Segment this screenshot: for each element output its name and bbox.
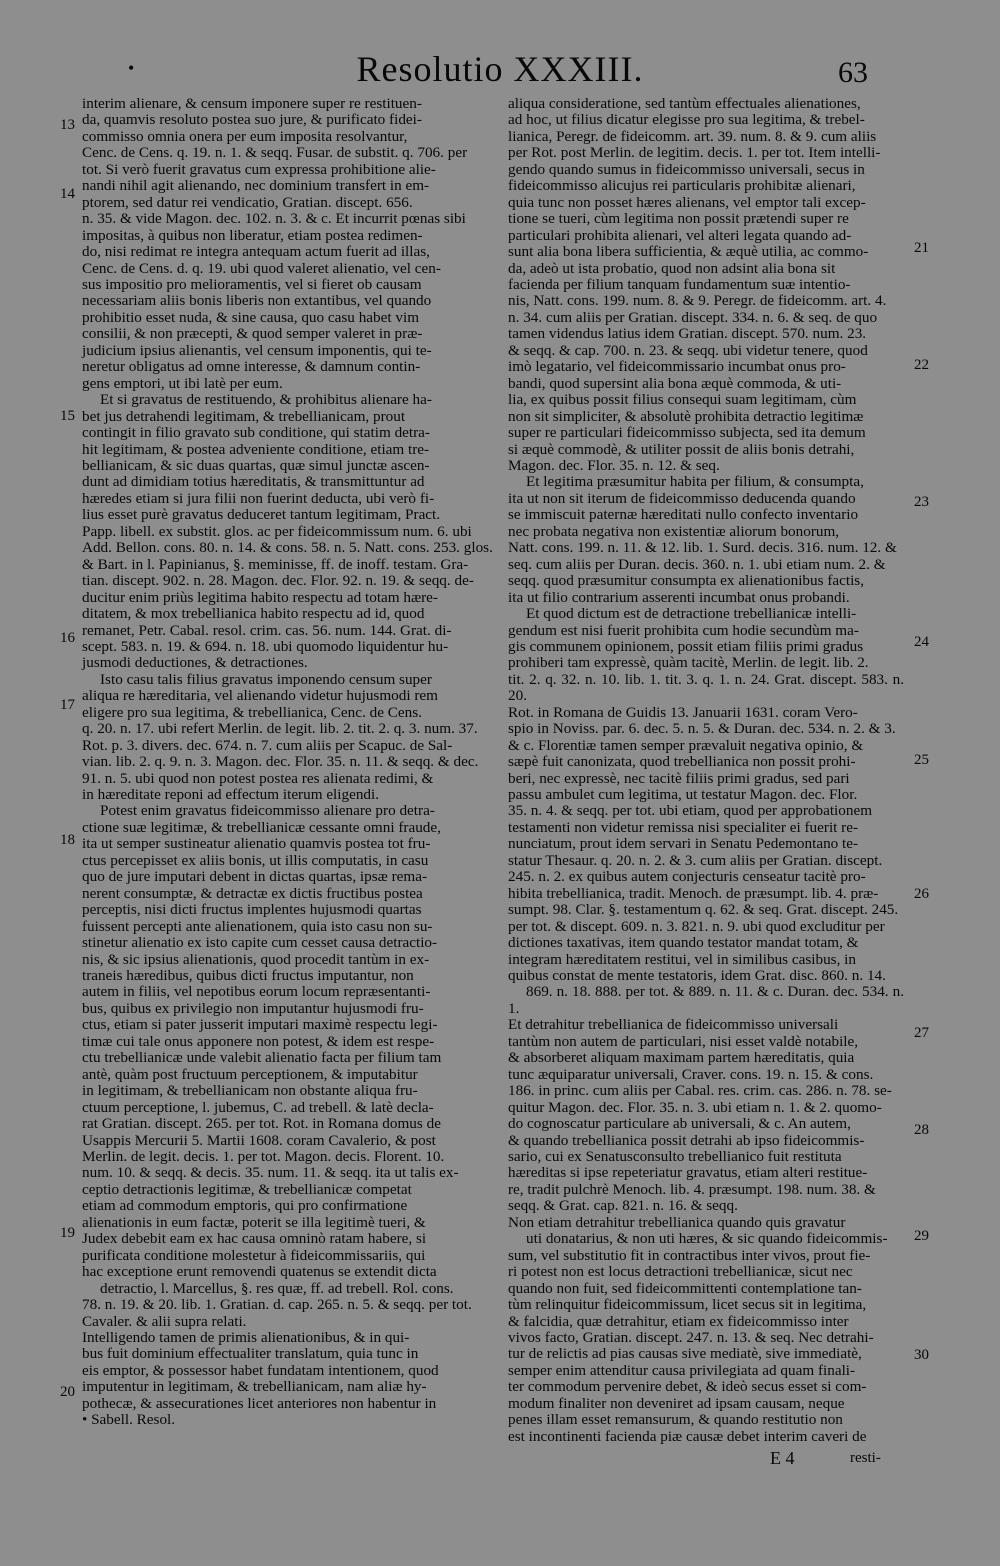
text-line: ter commodum pervenire debet, & ideò secus esset si com- [508, 1378, 867, 1396]
text-line: bet jus detrahendi legitimam, & trebellianicam, prout [82, 407, 406, 425]
text-line: ita ut non sit iterum de fideicommisso deducenda quando [508, 489, 856, 507]
text-line: Magon. dec. Flor. 35. n. 12. & seq. [508, 456, 720, 474]
text-line: ctus percepisset ex aliis bonis, ut illis computatis, in casu [82, 851, 429, 869]
right-text-column [508, 96, 904, 1445]
margin-number: 22 [914, 357, 929, 373]
text-line: ceptio detractionis legitimæ, & trebellianicæ competat [82, 1180, 412, 1198]
text-line: ctione suæ legitimæ, & trebellianicæ cessante omni fraude, [82, 818, 441, 836]
text-line: commisso omnia onera per eum imposita resolvantur, [82, 127, 408, 145]
text-line: beri, nec expressè, nec tacitè filiis primi gradus, sed pari [508, 769, 850, 787]
margin-number: 27 [914, 1025, 929, 1041]
text-line: 78. n. 19. & 20. lib. 1. Gratian. d. cap. 265. n. 5. & seqq. per tot. [82, 1296, 472, 1314]
text-line: hæredes etiam si jura filii non fuerint deducta, ubi verò fi- [82, 489, 435, 507]
margin-number: 13 [60, 117, 75, 133]
text-line: quibus constat de mente testatoris, idem Grat. disc. 860. n. 14. [508, 967, 886, 985]
text-line: judicium ipsius alienantis, vel censum imponentis, qui te- [82, 341, 432, 359]
margin-number: 16 [60, 630, 75, 646]
catchword: resti- [850, 1450, 881, 1466]
text-line: nec probata negativa non existentiæ aliorum bonorum, [508, 522, 840, 540]
text-line: prohibitio esset nuda, & sine causa, quo casu habet vim [82, 308, 420, 326]
text-line: consilii, & non præcepti, & quod semper valeret in præ- [82, 325, 423, 343]
page-number: 63 [838, 56, 868, 89]
text-line: re, tradit pulchrè Menoch. lib. 4. præsumpt. 198. num. 38. & [508, 1180, 876, 1198]
text-line: n. 35. & vide Magon. dec. 102. n. 3. & c. Et incurrit pœnas sibi [82, 210, 466, 228]
text-line: bus fuit dominium effectualiter translatum, quia tunc in [82, 1345, 419, 1363]
text-line: tot. Si verò fuerit gravatus cum expressa prohibitione alie- [82, 160, 436, 178]
text-line: nerent consumptæ, & detractæ ex dictis fructibus postea [82, 884, 423, 902]
text-line: modum finaliter non deveniret ad ipsam causam, neque [508, 1394, 845, 1412]
text-line: per tot. & discept. 609. n. 3. 821. n. 9. ubi quod excluditur per [508, 917, 885, 935]
text-line: Rot. in Romana de Guidis 13. Januarii 1631. coram Vero- [508, 703, 858, 721]
text-line: seq. cum aliis per Duran. decis. 360. n. 1. ubi etiam num. 2. & [508, 555, 886, 573]
text-line: gendo quando sumus in fideicommisso universali, secus in [508, 160, 865, 178]
text-line: sæpè fuit canonizata, quod trebellianica non possit prohi- [508, 753, 856, 771]
text-line: jusmodi deductiones, & detractiones. [82, 654, 308, 672]
text-line: autem in filiis, vel nepotibus eorum locum repræsentanti- [82, 983, 431, 1001]
margin-number: 28 [914, 1122, 929, 1138]
text-line: 186. in princ. cum aliis per Cabal. res. crim. cas. 286. n. 78. se- [508, 1082, 892, 1100]
text-line: ducitur enim priùs legitima habito respectu ad totam hære- [82, 588, 438, 606]
text-line: hæreditas si ipse repeteriatur gravatus, etiam alteri restitue- [508, 1164, 868, 1182]
text-line: tùm relinquitur fideicommissum, licet secus sit in legitima, [508, 1296, 867, 1314]
text-line: Usappis Mercurii 5. Martii 1608. coram Cavalerio, & post [82, 1131, 436, 1149]
text-line: particulari prohibita alienari, vel alteri legata quando ad- [508, 226, 852, 244]
text-line: ctus, etiam si pater jusserit imputari maximè respectu legi- [82, 1016, 438, 1034]
text-line: hit legitimam, & postea adveniente conditione, etiam tre- [82, 440, 430, 458]
text-line: statur Thesaur. q. 20. n. 2. & 3. cum aliis per Gratian. discept. [508, 851, 883, 869]
text-line: & quando trebellianica possit detrahi ab ipso fideicommis- [508, 1131, 865, 1149]
text-line: non sit simpliciter, & absolutè prohibita detractio legitimæ [508, 407, 864, 425]
text-line: 869. n. 18. 888. per tot. & 889. n. 11. & c. Duran. dec. 534. n. 1. [508, 983, 904, 1017]
text-line: perceptis, nisi dicti fructus implentes hujusmodi quartas [82, 901, 422, 919]
text-line: Natt. cons. 199. n. 11. & 12. lib. 1. Surd. decis. 316. num. 12. & [508, 539, 897, 557]
text-line: nunciatum, prout idem servari in Senatu Pedemontano te- [508, 835, 859, 853]
text-line: Et si gravatus de restituendo, & prohibitus alienare ha- [100, 391, 432, 409]
text-line: Non etiam detrahitur trebellianica quando quis gravatur [508, 1213, 846, 1231]
text-line: Cenc. de Cens. q. 19. n. 1. & seqq. Fusar. de substit. q. 706. per [82, 144, 468, 162]
text-line: sumpt. 98. Clar. §. testamentum q. 62. & seq. Grat. discept. 245. [508, 901, 899, 919]
text-line: eligere pro sua legitima, & trebellianica, Cenc. de Cens. [82, 703, 422, 721]
text-line: contingit in filio gravato sub conditione, qui statim detra- [82, 424, 430, 442]
text-line: bandi, quod supersint alia bona æquè commoda, & uti- [508, 374, 842, 392]
text-line: eis emptor, & possessor habet fundatam intentionem, quod [82, 1361, 439, 1379]
text-line: testamenti non videtur remissa nisi specialiter ei fuerit re- [508, 818, 859, 836]
text-line: remanet, Petr. Cabal. resol. crim. cas. 56. num. 144. Grat. di- [82, 621, 452, 639]
text-line: imò legatario, vel fideicommissario incumbat onus pro- [508, 358, 846, 376]
text-line: do cognoscatur particulare ab universali, & c. An autem, [508, 1115, 851, 1133]
text-line: neretur obligatus ad omne interesse, & damnum contin- [82, 358, 421, 376]
text-line: passu ambulet cum legitima, ut testatur Magon. dec. Flor. [508, 786, 858, 804]
text-line: est incontinenti facienda piæ causæ debet interim caveri de [508, 1427, 867, 1445]
text-line: traneis hæredibus, quibus dicti fructus imputantur, non [82, 967, 414, 985]
text-line: Rot. p. 3. divers. dec. 674. n. 7. cum aliis per Scapuc. de Sal- [82, 736, 453, 754]
text-line: & absorberet aliquam maximam partem hæreditatis, quia [508, 1049, 855, 1067]
text-line: Papp. libell. ex substit. glos. ac per fideicommissum num. 6. ubi [82, 522, 472, 540]
text-line: facienda per filium tanquam fundamentum suæ intentio- [508, 275, 851, 293]
text-line: & falcidia, quæ detrahitur, etiam ex fideicommisso inter [508, 1312, 849, 1330]
text-line: per Rot. post Merlin. de legitim. decis. 1. per tot. Item intelli- [508, 144, 881, 162]
text-line: fideicommisso alicujus rei particularis prohibitæ alienari, [508, 177, 856, 195]
text-line: Merlin. de legit. decis. 1. per tot. Magon. decis. Florent. 10. [82, 1148, 445, 1165]
text-line: pothecæ, & assecurationes licet anteriores non habentur in [82, 1394, 437, 1412]
text-line: nis, Natt. cons. 199. num. 8. & 9. Peregr. de fideicomm. art. 4. [508, 292, 887, 310]
text-line: prohiberi tam expressè, quàm tacitè, Merlin. de legit. lib. 2. [508, 654, 869, 672]
text-line: vian. lib. 2. q. 9. n. 3. Magon. dec. Flor. 35. n. 11. & seqq. & dec. [82, 753, 479, 771]
text-line: lianica, Peregr. de fideicomm. art. 39. num. 8. & 9. cum aliis [508, 127, 877, 145]
text-line: lia, ex quibus possit filius consequi suam legitimam, cùm [508, 391, 857, 409]
margin-number: 23 [914, 494, 929, 510]
text-line: hibita trebellianica, tradit. Menoch. de præsumpt. lib. 4. præ- [508, 884, 879, 902]
text-line: num. 10. & seqq. & decis. 35. num. 11. & seqq. ita ut talis ex- [82, 1164, 459, 1182]
text-line: ita ut filio contrarium asserenti incumbat onus probandi. [508, 588, 850, 606]
text-line: lius esset purè gravatus deduceret tantum legitimam, Pract. [82, 506, 441, 524]
text-line: Et detrahitur trebellianica de fideicommisso universali [508, 1016, 839, 1034]
text-line: se immiscuit paternæ hæreditati nullo confecto inventario [508, 506, 859, 524]
margin-number: 17 [60, 697, 75, 713]
text-line: aliqua consideratione, sed tantùm effectuales alienationes, [508, 95, 861, 112]
text-line: & c. Florentiæ tamen semper prævaluit negativa opinio, & [508, 736, 864, 754]
text-line: da, adeò ut ista probatio, quod non adsint alia bona sit [508, 259, 836, 277]
text-line: interim alienare, & censum imponere super re restituen- [82, 95, 422, 112]
margin-number: 25 [914, 752, 929, 768]
text-line: integram hæreditatem restitui, vel in similibus casibus, in [508, 950, 856, 968]
text-line: tamen videndus latius idem Gratian. discept. 570. num. 23. [508, 325, 867, 343]
text-line: gens emptori, ut ibi latè per eum. [82, 374, 283, 392]
text-line: tian. discept. 902. n. 28. Magon. dec. Flor. 92. n. 19. & seqq. de- [82, 572, 474, 590]
text-line: 245. n. 2. ex quibus autem conjecturis censeatur tacitè pro- [508, 868, 866, 886]
text-line: Cavaler. & alii supra relati. [82, 1312, 247, 1330]
text-line: alienationis in eum factæ, poterit se illa legitimè tueri, & [82, 1213, 426, 1231]
text-line: seqq. & Grat. cap. 821. n. 16. & seqq. [508, 1197, 738, 1215]
text-line: sus impositio pro melioramentis, vel si fieret ob causam [82, 275, 422, 293]
text-line: n. 34. cum aliis per Gratian. discept. 334. n. 6. & seq. de quo [508, 308, 878, 326]
text-line: Et quod dictum est de detractione trebellianicæ intelli- [526, 605, 857, 623]
text-line: tantùm non autem de particulari, nisi esset valdè notabile, [508, 1032, 859, 1050]
text-line: dictiones taxativas, item quando testator mandat totam, & [508, 934, 859, 952]
margin-number: 20 [60, 1384, 75, 1400]
text-line: rat Gratian. discept. 265. per tot. Rot. in Romana domus de [82, 1115, 441, 1133]
text-line: spio in Noviss. par. 6. dec. 5. n. 5. & Duran. dec. 534. n. 2. & 3. [508, 720, 896, 738]
text-line: timæ cui tale onus apponere non potest, & idem est respe- [82, 1032, 435, 1050]
text-line: purificata conditione molestetur à fideicommissariis, qui [82, 1246, 426, 1264]
text-line: nandi nihil agit alienando, nec dominium transfert in em- [82, 177, 430, 195]
text-line: scept. 583. n. 19. & 694. n. 18. ubi quomodo liquidentur hu- [82, 637, 449, 655]
text-line: Potest enim gravatus fideicommisso alienare pro detra- [100, 802, 435, 820]
margin-number: 15 [60, 408, 75, 424]
text-line: 91. n. 5. ubi quod non potest postea res alienata redimi, & [82, 769, 434, 787]
text-line: Isto casu talis filius gravatus imponendo censum super [100, 670, 432, 688]
text-line: necessariam aliis bonis liberis non extantibus, vel quando [82, 292, 432, 310]
text-line: 35. n. 4. & seqq. per tot. ubi etiam, quod per approbationem [508, 802, 873, 820]
text-line: quo de jure imputari debent in dictas quartas, ipsæ rema- [82, 868, 427, 886]
margin-number: 26 [914, 886, 929, 902]
text-line: Cenc. de Cens. d. q. 19. ubi quod valeret alienatio, vel cen- [82, 259, 441, 277]
text-line: ditatem, & mox trebellianica habito respectu ad id, quod [82, 605, 425, 623]
text-line: gendum est nisi fuerit prohibita cum hodie secundùm ma- [508, 621, 859, 639]
text-line: tunc æquiparatur universali, Craver. cons. 19. n. 15. & cons. [508, 1065, 874, 1083]
text-line: penes illam esset remansurum, & quando restitutio non [508, 1411, 843, 1429]
text-line: ctu trebellianicæ unde valebit alienatio facta per filium tam [82, 1049, 442, 1067]
text-line: Add. Bellon. cons. 80. n. 14. & cons. 58. n. 5. Natt. cons. 253. glos. [82, 539, 493, 557]
text-line: dunt ad dimidiam totius hæreditatis, & transmittuntur ad [82, 473, 425, 491]
text-line: semper enim attenditur causa privilegiata ad quam finali- [508, 1361, 856, 1379]
text-line: impositas, à quibus non liberatur, etiam postea redimen- [82, 226, 423, 244]
text-line: super re particulari fideicommisso subjecta, sed ita demum [508, 424, 866, 442]
text-line: ad hoc, ut filius dicatur elegisse pro sua legitima, & trebel- [508, 111, 865, 129]
text-line: ri potest non est locus detractioni trebellianicæ, sicut nec [508, 1263, 853, 1281]
text-line: tit. 2. q. 32. n. 10. lib. 1. tit. 3. q. 1. n. 24. Grat. discept. 583. n. 20. [508, 670, 904, 705]
text-line: quando non fuit, sed fideicommittenti contemplatione tan- [508, 1279, 862, 1297]
margin-number: 21 [914, 240, 929, 256]
text-line: Et legitima præsumitur habita per filium, & consumpta, [526, 473, 864, 491]
text-line: in legitimam, & trebellianicam non obstante aliqua fru- [82, 1082, 418, 1100]
text-line: antè, quàm post fructuum perceptionem, & imputabitur [82, 1065, 418, 1083]
text-line: sum, vel substitutio fit in contractibus inter vivos, prout fie- [508, 1246, 871, 1264]
text-line: tione se tueri, cùm legitima non possit prætendi super re [508, 210, 849, 228]
text-line: imputentur in legitimam, & trebellianicam, nam aliæ hy- [82, 1378, 427, 1396]
margin-number: 29 [914, 1228, 929, 1244]
text-line: aliqua re hæreditaria, vel alienando videtur hujusmodi rem [82, 687, 438, 705]
text-line: in hæreditate reponi ad effectum iterum eligendi. [82, 786, 380, 804]
text-line: ctuum perceptione, l. jubemus, C. ad trebell. & latè decla- [82, 1098, 434, 1116]
text-line: da, quamvis resoluto postea suo jure, & purificato fidei- [82, 111, 422, 129]
margin-number: 30 [914, 1347, 929, 1363]
left-text-column [82, 96, 494, 1429]
text-line: hac exceptione erunt removendi quatenus se extendit dicta [82, 1263, 437, 1281]
text-line: bellianicam, & sic duas quartas, quæ simul junctæ ascen- [82, 456, 430, 474]
text-line: sunt alia bona libera sufficientia, & æquè utilia, ac commo- [508, 243, 869, 261]
margin-number: 24 [914, 634, 929, 650]
text-line: Judex debebit eam ex hac causa omninò ratam habere, si [82, 1230, 427, 1248]
text-line: q. 20. n. 17. ubi refert Merlin. de legit. lib. 2. tit. 2. q. 3. num. 37. [82, 720, 478, 738]
text-line: bus, quibus ex privilegio non imputantur hujusmodi fru- [82, 999, 424, 1017]
margin-number: 19 [60, 1225, 75, 1241]
text-line: & Bart. in l. Papinianus, §. meminisse, ff. de inoff. testam. Gra- [82, 555, 469, 573]
text-line: gis communem opinionem, possit etiam filiis primi gradus [508, 637, 864, 655]
text-line: nis, & sic ipsius alienationis, quod procedit tantùm in ex- [82, 950, 430, 968]
text-line: quitur Magon. dec. Flor. 35. n. 3. ubi etiam n. 1. & 2. quomo- [508, 1098, 882, 1116]
text-line: uti donatarius, & non uti hæres, & sic quando fideicommis- [526, 1230, 888, 1248]
text-line: quia tunc non posset hæres alienans, vel emptor tali excep- [508, 193, 866, 211]
text-line: stinetur alienatio ex isto capite cum cesset causa detractio- [82, 934, 438, 952]
text-line: si æquè commodè, & utiliter possit de aliis bonis detrahi, [508, 440, 855, 458]
text-line: ptorem, sed datur rei vendicatio, Gratian. discept. 656. [82, 193, 413, 211]
text-line: fuissent percepti ante alienationem, quia isto casu non su- [82, 917, 433, 935]
margin-number: 14 [60, 186, 75, 202]
text-line: tur de relictis ad pias causas sive mediatè, sive immediatè, [508, 1345, 862, 1363]
text-line: etiam ad commodum emptoris, qui pro confirmatione [82, 1197, 408, 1215]
text-line: vivos facto, Gratian. discept. 247. n. 13. & seq. Nec detrahi- [508, 1328, 874, 1346]
text-line: • Sabell. Resol. [82, 1411, 176, 1429]
text-line: & seqq. & cap. 700. n. 23. & seqq. ubi videtur tenere, quod [508, 341, 868, 359]
signature-mark: E 4 [770, 1448, 795, 1468]
text-line: ita ut semper sustineatur alienatio quamvis postea tot fru- [82, 835, 431, 853]
text-line: detractio, l. Marcellus, §. res quæ, ff. ad trebell. Rol. cons. [100, 1279, 454, 1297]
text-line: sario, cui ex Senatusconsulto trebellianico fuit restituta [508, 1148, 842, 1165]
margin-number: 18 [60, 832, 75, 848]
running-title: Resolutio XXXIII. [356, 49, 644, 89]
text-line: seqq. quod præsumitur consumpta ex alienationibus factis, [508, 572, 865, 590]
text-line: Intelligendo tamen de primis alienationibus, & in qui- [82, 1328, 410, 1346]
text-line: do, nisi redimat re integra antequam actum fuerit ad illas, [82, 243, 430, 261]
header-ornament: • [128, 58, 135, 78]
